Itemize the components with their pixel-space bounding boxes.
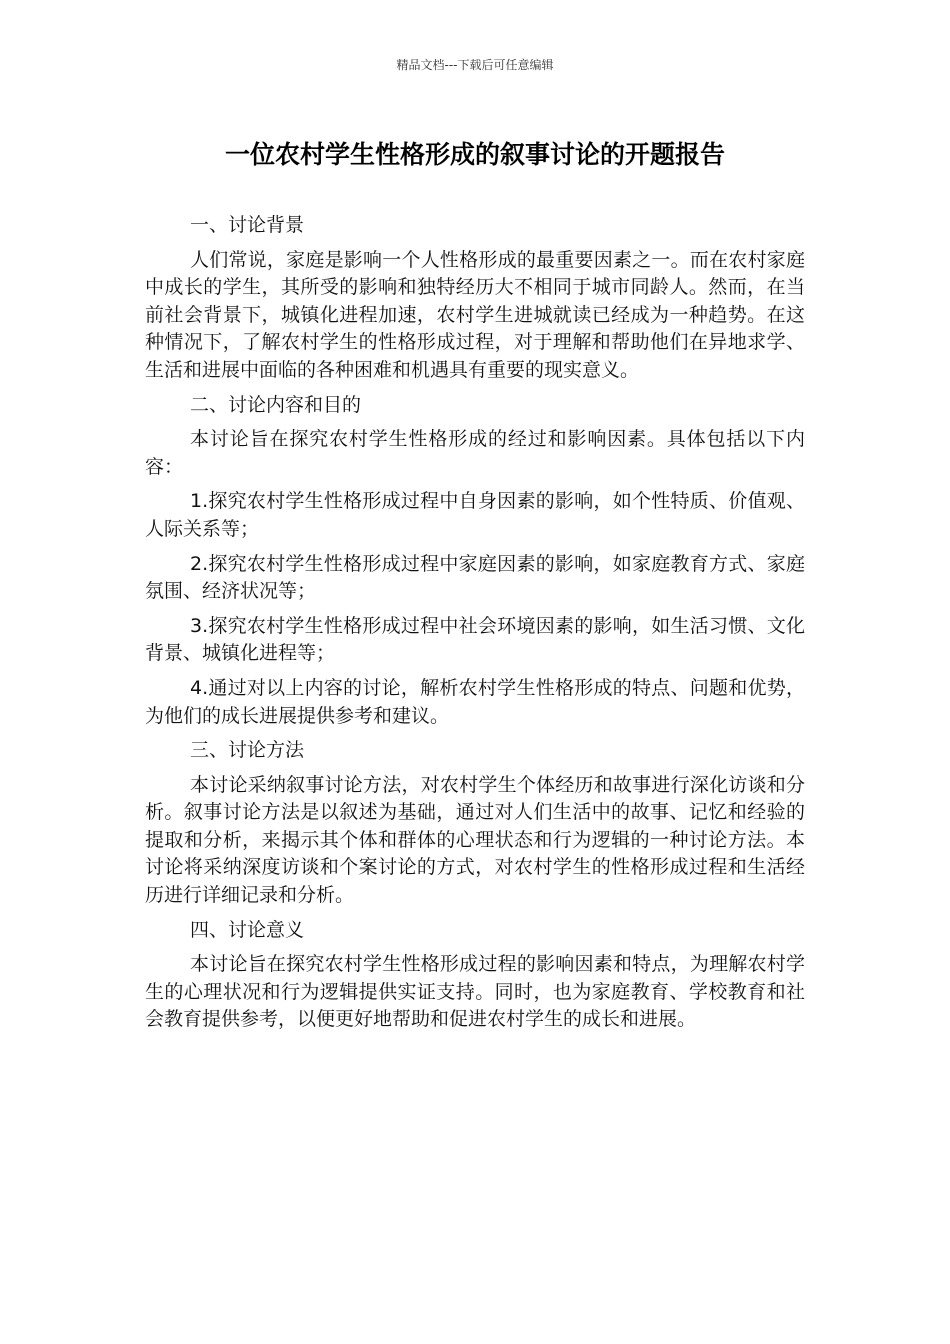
section-heading-content-purpose: 二、讨论内容和目的 [190, 393, 362, 416]
content-list-item: 2.探究农村学生性格形成过程中家庭因素的影响，如家庭教育方式、家庭氛围、经济状况等； [145, 552, 805, 603]
section-heading-background: 一、讨论背景 [190, 214, 305, 236]
page-header-watermark: 精品文档---下载后可任意编辑 [396, 58, 554, 72]
content-list-item: 1.探究农村学生性格形成过程中自身因素的影响，如个性特质、价值观、人际关系等； [145, 490, 805, 540]
document-title: 一位农村学生性格形成的叙事讨论的开题报告 [224, 140, 725, 169]
section-heading-method: 三、讨论方法 [190, 739, 305, 762]
method-paragraph: 本讨论采纳叙事讨论方法，对农村学生个体经历和故事进行深化访谈和分析。叙事讨论方法是以叙述为基础，通过对人们生活中的故事、记忆和经验的提取和分析，来揭示其个体和群体的心理状态和行为逻辑的一种讨论方法。本讨论将采纳深度访谈和个案讨论的方式，对农村学生的性格形成过程和生活经历进行详细记录和分析。 [145, 773, 805, 907]
content-list-item: 3.探究农村学生性格形成过程中社会环境因素的影响，如生活习惯、文化背景、城镇化进程等； [145, 614, 805, 665]
content-intro-paragraph: 本讨论旨在探究农村学生性格形成的经过和影响因素。具体包括以下内容： [145, 428, 805, 478]
document-body [145, 212, 805, 1041]
content-list-item: 4.通过对以上内容的讨论，解析农村学生性格形成的特点、问题和优势，为他们的成长进展提供参考和建议。 [145, 676, 805, 727]
significance-paragraph: 本讨论旨在探究农村学生性格形成过程的影响因素和特点，为理解农村学生的心理状况和行为逻辑提供实证支持。同时，也为家庭教育、学校教育和社会教育提供参考，以便更好地帮助和促进农村学生的成长和进展。 [145, 953, 805, 1031]
background-paragraph: 人们常说，家庭是影响一个人性格形成的最重要因素之一。而在农村家庭中成长的学生，其所受的影响和独特经历大不相同于城市同龄人。然而，在当前社会背景下，城镇化进程加速，农村学生进城就读已经成为一种趋势。在这种情况下，了解农村学生的性格形成过程，对于理解和帮助他们在异地求学、生活和进展中面临的各种困难和机遇具有重要的现实意义。 [145, 248, 805, 381]
section-heading-significance: 四、讨论意义 [190, 918, 305, 941]
